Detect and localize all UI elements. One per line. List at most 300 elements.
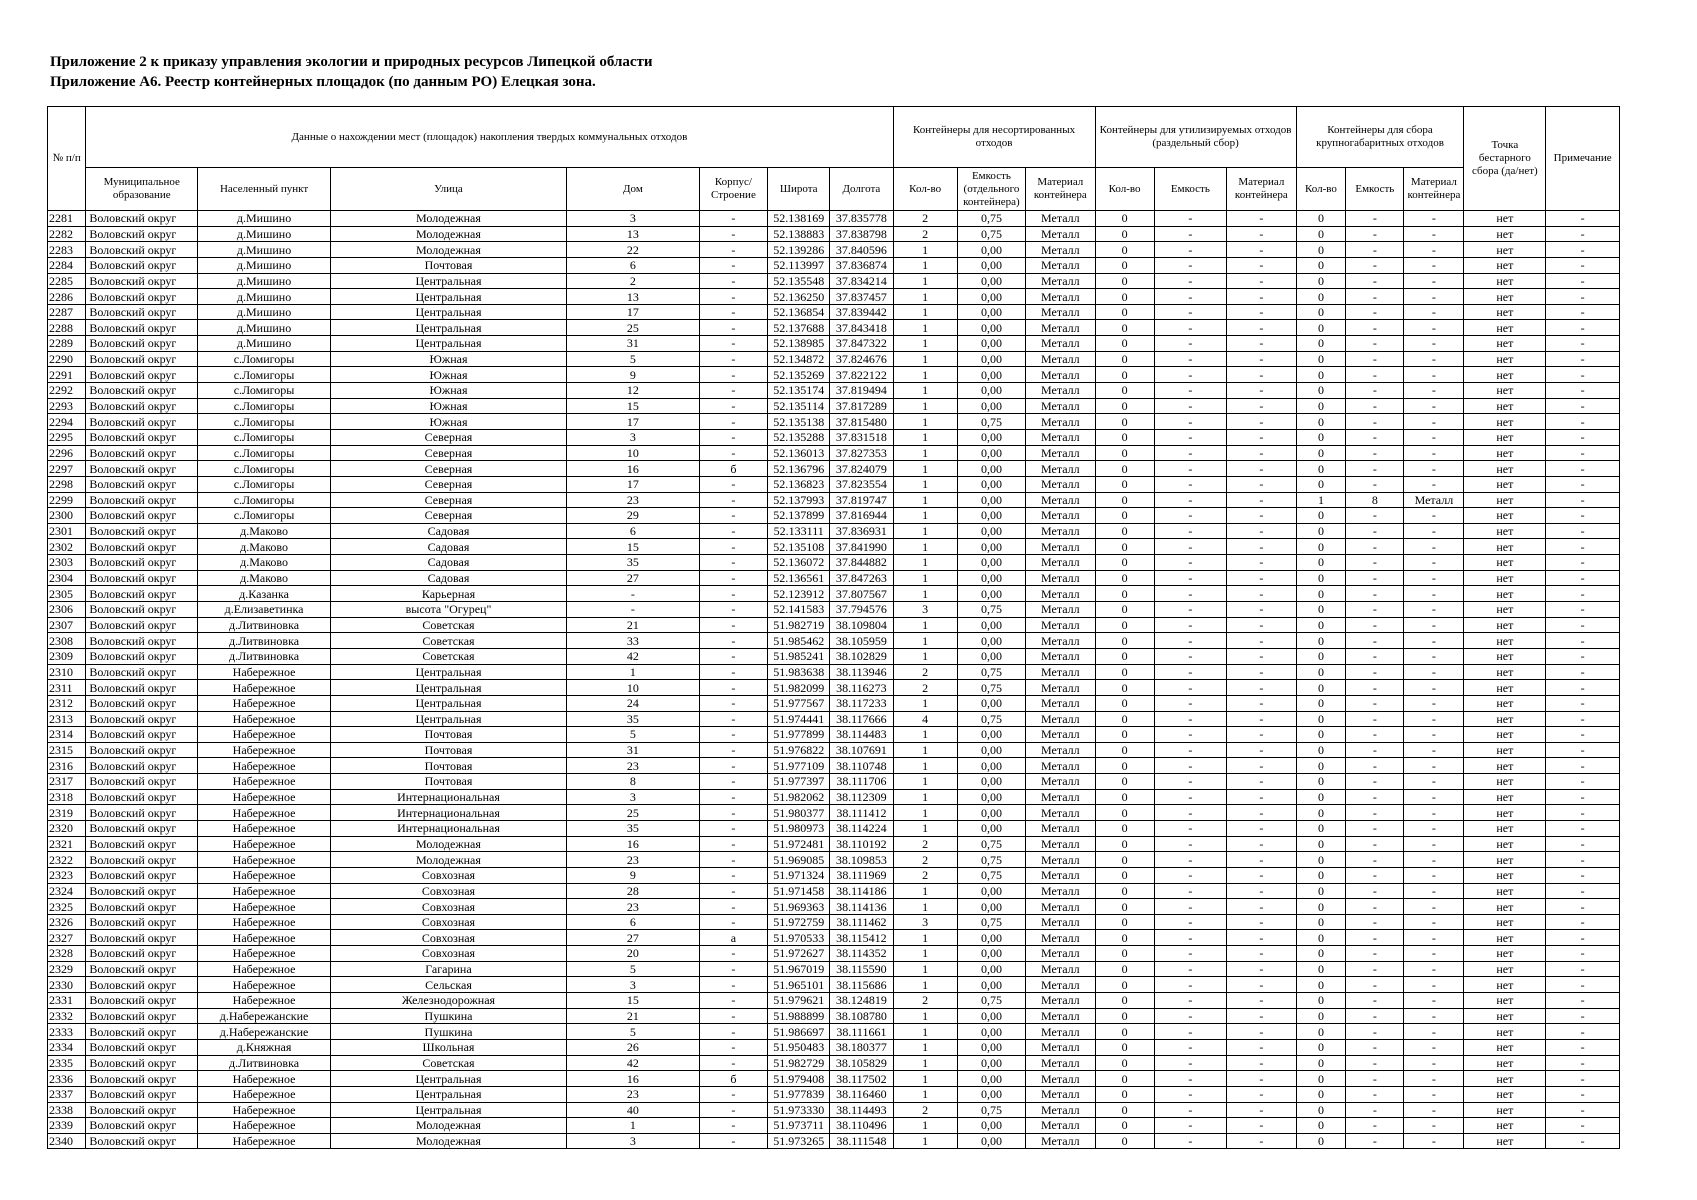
cell-num: 2338 xyxy=(48,1102,86,1118)
cell-b-material: - xyxy=(1404,539,1464,555)
cell-b-material: - xyxy=(1404,867,1464,883)
cell-r-material: - xyxy=(1227,1086,1296,1102)
cell-house: 35 xyxy=(567,820,700,836)
cell-mo: Воловский округ xyxy=(86,633,198,649)
cell-building: - xyxy=(699,742,767,758)
cell-u-count: 1 xyxy=(893,946,957,962)
cell-lon: 38.113946 xyxy=(830,664,893,680)
cell-b-count: 0 xyxy=(1296,899,1346,915)
table-row xyxy=(48,633,1620,649)
cell-lon: 37.807567 xyxy=(830,586,893,602)
cell-building: - xyxy=(699,727,767,743)
cell-u-count: 1 xyxy=(893,523,957,539)
cell-r-capacity: - xyxy=(1154,1039,1227,1055)
cell-note: - xyxy=(1546,445,1620,461)
cell-u-count: 1 xyxy=(893,383,957,399)
cell-point: нет xyxy=(1464,774,1546,790)
cell-num: 2296 xyxy=(48,445,86,461)
cell-r-material: - xyxy=(1227,461,1296,477)
cell-settlement: Набережное xyxy=(198,977,331,993)
cell-note: - xyxy=(1546,586,1620,602)
cell-building: - xyxy=(699,242,767,258)
cell-lat: 51.967019 xyxy=(768,961,830,977)
cell-b-capacity: - xyxy=(1346,820,1404,836)
cell-building: - xyxy=(699,633,767,649)
cell-lon: 38.114493 xyxy=(830,1102,893,1118)
cell-note: - xyxy=(1546,539,1620,555)
cell-settlement: д.Мишино xyxy=(198,336,331,352)
cell-num: 2326 xyxy=(48,914,86,930)
cell-u-capacity: 0,00 xyxy=(957,742,1025,758)
cell-settlement: Набережное xyxy=(198,930,331,946)
cell-settlement: Набережное xyxy=(198,789,331,805)
cell-building: - xyxy=(699,226,767,242)
cell-house: 21 xyxy=(567,1008,700,1024)
cell-house: 13 xyxy=(567,226,700,242)
cell-b-count: 0 xyxy=(1296,289,1346,305)
cell-b-capacity: - xyxy=(1346,414,1404,430)
cell-r-material: - xyxy=(1227,867,1296,883)
cell-b-count: 0 xyxy=(1296,461,1346,477)
cell-house: 31 xyxy=(567,742,700,758)
cell-num: 2325 xyxy=(48,899,86,915)
cell-r-capacity: - xyxy=(1154,742,1227,758)
cell-street: Совхозная xyxy=(330,930,566,946)
cell-num: 2332 xyxy=(48,1008,86,1024)
cell-r-material: - xyxy=(1227,774,1296,790)
cell-u-count: 1 xyxy=(893,257,957,273)
cell-b-material: - xyxy=(1404,1039,1464,1055)
cell-note: - xyxy=(1546,304,1620,320)
cell-b-count: 0 xyxy=(1296,336,1346,352)
cell-b-capacity: - xyxy=(1346,742,1404,758)
cell-u-material: Металл xyxy=(1026,586,1095,602)
cell-point: нет xyxy=(1464,789,1546,805)
cell-r-capacity: - xyxy=(1154,226,1227,242)
cell-b-count: 0 xyxy=(1296,539,1346,555)
header-settlement: Населенный пункт xyxy=(198,168,331,211)
title-line-2: Приложение А6. Реестр контейнерных площадок (по данным РО) Елецкая зона. xyxy=(50,74,596,90)
cell-street: Центральная xyxy=(330,711,566,727)
cell-u-material: Металл xyxy=(1026,304,1095,320)
cell-u-material: Металл xyxy=(1026,711,1095,727)
cell-lat: 52.136823 xyxy=(768,476,830,492)
cell-b-capacity: - xyxy=(1346,242,1404,258)
cell-lat: 51.965101 xyxy=(768,977,830,993)
cell-house: 5 xyxy=(567,961,700,977)
cell-lat: 52.135138 xyxy=(768,414,830,430)
header-lon: Долгота xyxy=(830,168,893,211)
cell-settlement: д.Маково xyxy=(198,555,331,571)
cell-r-count: 0 xyxy=(1095,820,1154,836)
cell-lon: 38.111412 xyxy=(830,805,893,821)
cell-u-capacity: 0,00 xyxy=(957,492,1025,508)
cell-mo: Воловский округ xyxy=(86,1071,198,1087)
cell-note: - xyxy=(1546,1118,1620,1134)
cell-mo: Воловский округ xyxy=(86,930,198,946)
cell-r-count: 0 xyxy=(1095,633,1154,649)
cell-b-count: 0 xyxy=(1296,883,1346,899)
cell-u-count: 2 xyxy=(893,211,957,227)
cell-u-capacity: 0,00 xyxy=(957,273,1025,289)
cell-u-count: 1 xyxy=(893,429,957,445)
cell-b-capacity: - xyxy=(1346,664,1404,680)
cell-point: нет xyxy=(1464,695,1546,711)
cell-note: - xyxy=(1546,930,1620,946)
cell-point: нет xyxy=(1464,836,1546,852)
cell-u-count: 1 xyxy=(893,633,957,649)
table-row xyxy=(48,1133,1620,1149)
table-row xyxy=(48,977,1620,993)
cell-street: Южная xyxy=(330,367,566,383)
cell-note: - xyxy=(1546,398,1620,414)
cell-r-material: - xyxy=(1227,211,1296,227)
cell-house: 21 xyxy=(567,617,700,633)
cell-note: - xyxy=(1546,820,1620,836)
cell-u-capacity: 0,00 xyxy=(957,336,1025,352)
cell-street: Северная xyxy=(330,476,566,492)
cell-b-capacity: - xyxy=(1346,883,1404,899)
table-row xyxy=(48,789,1620,805)
cell-settlement: с.Ломигоры xyxy=(198,414,331,430)
cell-r-material: - xyxy=(1227,476,1296,492)
cell-note: - xyxy=(1546,242,1620,258)
cell-r-count: 0 xyxy=(1095,383,1154,399)
cell-point: нет xyxy=(1464,476,1546,492)
cell-building: - xyxy=(699,602,767,618)
cell-r-material: - xyxy=(1227,664,1296,680)
cell-r-capacity: - xyxy=(1154,1133,1227,1149)
cell-u-count: 1 xyxy=(893,398,957,414)
cell-num: 2292 xyxy=(48,383,86,399)
cell-street: Советская xyxy=(330,617,566,633)
cell-street: Южная xyxy=(330,351,566,367)
cell-u-count: 1 xyxy=(893,1008,957,1024)
cell-b-material: - xyxy=(1404,836,1464,852)
cell-street: Центральная xyxy=(330,680,566,696)
cell-b-material: - xyxy=(1404,367,1464,383)
cell-u-material: Металл xyxy=(1026,336,1095,352)
cell-building: - xyxy=(699,476,767,492)
cell-settlement: с.Ломигоры xyxy=(198,398,331,414)
cell-b-count: 0 xyxy=(1296,633,1346,649)
cell-lon: 38.116273 xyxy=(830,680,893,696)
cell-lat: 52.136013 xyxy=(768,445,830,461)
cell-b-count: 0 xyxy=(1296,226,1346,242)
cell-u-capacity: 0,75 xyxy=(957,852,1025,868)
cell-num: 2330 xyxy=(48,977,86,993)
cell-b-capacity: - xyxy=(1346,805,1404,821)
cell-settlement: Набережное xyxy=(198,727,331,743)
cell-num: 2337 xyxy=(48,1086,86,1102)
cell-mo: Воловский округ xyxy=(86,664,198,680)
table-row xyxy=(48,1071,1620,1087)
cell-r-count: 0 xyxy=(1095,602,1154,618)
cell-mo: Воловский округ xyxy=(86,414,198,430)
cell-b-material: - xyxy=(1404,383,1464,399)
cell-point: нет xyxy=(1464,758,1546,774)
cell-r-count: 0 xyxy=(1095,398,1154,414)
cell-building: б xyxy=(699,461,767,477)
cell-house: 42 xyxy=(567,1055,700,1071)
cell-mo: Воловский округ xyxy=(86,648,198,664)
cell-building: - xyxy=(699,398,767,414)
cell-lat: 52.139286 xyxy=(768,242,830,258)
cell-lon: 38.102829 xyxy=(830,648,893,664)
cell-u-material: Металл xyxy=(1026,492,1095,508)
cell-building: - xyxy=(699,993,767,1009)
cell-street: Интернациональная xyxy=(330,805,566,821)
cell-num: 2336 xyxy=(48,1071,86,1087)
cell-building: - xyxy=(699,336,767,352)
cell-note: - xyxy=(1546,1024,1620,1040)
cell-point: нет xyxy=(1464,977,1546,993)
cell-num: 2339 xyxy=(48,1118,86,1134)
cell-b-capacity: - xyxy=(1346,1071,1404,1087)
cell-u-capacity: 0,00 xyxy=(957,1055,1025,1071)
cell-b-count: 0 xyxy=(1296,351,1346,367)
cell-r-count: 0 xyxy=(1095,711,1154,727)
cell-b-material: - xyxy=(1404,351,1464,367)
cell-lon: 37.794576 xyxy=(830,602,893,618)
cell-lat: 51.979621 xyxy=(768,993,830,1009)
cell-num: 2319 xyxy=(48,805,86,821)
table-row xyxy=(48,383,1620,399)
cell-note: - xyxy=(1546,977,1620,993)
cell-r-capacity: - xyxy=(1154,602,1227,618)
table-row xyxy=(48,914,1620,930)
cell-settlement: с.Ломигоры xyxy=(198,429,331,445)
cell-u-capacity: 0,00 xyxy=(957,351,1025,367)
cell-house: 13 xyxy=(567,289,700,305)
cell-r-count: 0 xyxy=(1095,320,1154,336)
cell-num: 2316 xyxy=(48,758,86,774)
cell-b-material: - xyxy=(1404,570,1464,586)
cell-house: 15 xyxy=(567,993,700,1009)
cell-u-count: 4 xyxy=(893,711,957,727)
cell-lon: 37.836931 xyxy=(830,523,893,539)
cell-note: - xyxy=(1546,742,1620,758)
cell-house: 24 xyxy=(567,695,700,711)
cell-r-count: 0 xyxy=(1095,946,1154,962)
cell-street: Центральная xyxy=(330,304,566,320)
cell-num: 2315 xyxy=(48,742,86,758)
cell-r-count: 0 xyxy=(1095,774,1154,790)
cell-settlement: Набережное xyxy=(198,883,331,899)
cell-u-capacity: 0,75 xyxy=(957,711,1025,727)
cell-r-count: 0 xyxy=(1095,476,1154,492)
cell-u-material: Металл xyxy=(1026,633,1095,649)
cell-note: - xyxy=(1546,211,1620,227)
cell-street: Почтовая xyxy=(330,774,566,790)
cell-point: нет xyxy=(1464,398,1546,414)
cell-r-material: - xyxy=(1227,680,1296,696)
cell-r-count: 0 xyxy=(1095,914,1154,930)
cell-settlement: Набережное xyxy=(198,914,331,930)
cell-point: нет xyxy=(1464,1118,1546,1134)
cell-mo: Воловский округ xyxy=(86,257,198,273)
cell-house: 1 xyxy=(567,1118,700,1134)
cell-lon: 37.816944 xyxy=(830,508,893,524)
cell-lat: 51.977839 xyxy=(768,1086,830,1102)
cell-num: 2299 xyxy=(48,492,86,508)
cell-street: Северная xyxy=(330,508,566,524)
table-row xyxy=(48,930,1620,946)
header-r-count: Кол-во xyxy=(1095,168,1154,211)
cell-lon: 37.839442 xyxy=(830,304,893,320)
cell-street: Почтовая xyxy=(330,758,566,774)
cell-b-capacity: - xyxy=(1346,1024,1404,1040)
cell-mo: Воловский округ xyxy=(86,1086,198,1102)
cell-lat: 51.973265 xyxy=(768,1133,830,1149)
cell-lat: 51.986697 xyxy=(768,1024,830,1040)
cell-mo: Воловский округ xyxy=(86,320,198,336)
cell-u-capacity: 0,75 xyxy=(957,836,1025,852)
cell-r-count: 0 xyxy=(1095,993,1154,1009)
cell-mo: Воловский округ xyxy=(86,508,198,524)
cell-r-capacity: - xyxy=(1154,398,1227,414)
cell-lat: 51.985241 xyxy=(768,648,830,664)
cell-building: - xyxy=(699,1086,767,1102)
cell-lat: 51.971458 xyxy=(768,883,830,899)
cell-mo: Воловский округ xyxy=(86,226,198,242)
cell-r-count: 0 xyxy=(1095,727,1154,743)
container-site-registry-table xyxy=(47,106,1620,1149)
cell-street: Южная xyxy=(330,398,566,414)
cell-house: 20 xyxy=(567,946,700,962)
cell-b-material: - xyxy=(1404,398,1464,414)
cell-b-material: - xyxy=(1404,680,1464,696)
cell-lon: 37.823554 xyxy=(830,476,893,492)
cell-b-count: 0 xyxy=(1296,1133,1346,1149)
cell-num: 2324 xyxy=(48,883,86,899)
cell-lon: 37.841990 xyxy=(830,539,893,555)
cell-house: 16 xyxy=(567,461,700,477)
cell-u-count: 1 xyxy=(893,555,957,571)
cell-settlement: д.Мишино xyxy=(198,273,331,289)
cell-mo: Воловский округ xyxy=(86,742,198,758)
cell-lon: 38.117666 xyxy=(830,711,893,727)
cell-r-count: 0 xyxy=(1095,1008,1154,1024)
cell-b-count: 0 xyxy=(1296,273,1346,289)
cell-settlement: Набережное xyxy=(198,805,331,821)
cell-note: - xyxy=(1546,789,1620,805)
cell-point: нет xyxy=(1464,320,1546,336)
cell-r-material: - xyxy=(1227,648,1296,664)
cell-r-capacity: - xyxy=(1154,1055,1227,1071)
cell-building: - xyxy=(699,320,767,336)
cell-u-count: 1 xyxy=(893,1133,957,1149)
cell-u-count: 2 xyxy=(893,993,957,1009)
cell-lat: 52.135548 xyxy=(768,273,830,289)
cell-building: - xyxy=(699,211,767,227)
cell-house: 25 xyxy=(567,320,700,336)
cell-u-material: Металл xyxy=(1026,367,1095,383)
cell-b-capacity: - xyxy=(1346,461,1404,477)
cell-b-material: - xyxy=(1404,1118,1464,1134)
cell-lat: 51.979408 xyxy=(768,1071,830,1087)
cell-mo: Воловский округ xyxy=(86,1008,198,1024)
cell-r-count: 0 xyxy=(1095,1133,1154,1149)
cell-street: Совхозная xyxy=(330,946,566,962)
cell-b-capacity: - xyxy=(1346,476,1404,492)
cell-lon: 38.115686 xyxy=(830,977,893,993)
cell-u-material: Металл xyxy=(1026,1102,1095,1118)
cell-lat: 52.136796 xyxy=(768,461,830,477)
cell-b-count: 0 xyxy=(1296,570,1346,586)
cell-u-material: Металл xyxy=(1026,820,1095,836)
cell-mo: Воловский округ xyxy=(86,805,198,821)
cell-b-capacity: - xyxy=(1346,398,1404,414)
cell-u-material: Металл xyxy=(1026,899,1095,915)
cell-note: - xyxy=(1546,320,1620,336)
cell-b-material: - xyxy=(1404,930,1464,946)
table-row xyxy=(48,1102,1620,1118)
cell-house: 33 xyxy=(567,633,700,649)
cell-point: нет xyxy=(1464,367,1546,383)
cell-u-count: 1 xyxy=(893,289,957,305)
cell-mo: Воловский округ xyxy=(86,586,198,602)
cell-b-material: - xyxy=(1404,1133,1464,1149)
cell-house: 23 xyxy=(567,852,700,868)
cell-u-material: Металл xyxy=(1026,1008,1095,1024)
cell-lat: 51.982729 xyxy=(768,1055,830,1071)
cell-street: Южная xyxy=(330,383,566,399)
cell-building: - xyxy=(699,774,767,790)
table-row xyxy=(48,539,1620,555)
cell-r-material: - xyxy=(1227,883,1296,899)
document-titles xyxy=(50,52,653,92)
table-row xyxy=(48,476,1620,492)
table-row xyxy=(48,586,1620,602)
cell-u-capacity: 0,00 xyxy=(957,398,1025,414)
cell-r-capacity: - xyxy=(1154,836,1227,852)
cell-settlement: д.Литвиновка xyxy=(198,648,331,664)
table-row xyxy=(48,680,1620,696)
cell-lon: 37.837457 xyxy=(830,289,893,305)
header-u-capacity: Емкость (отдельного контейнера) xyxy=(957,168,1025,211)
cell-u-material: Металл xyxy=(1026,383,1095,399)
cell-note: - xyxy=(1546,617,1620,633)
table-body xyxy=(48,211,1620,1149)
cell-r-capacity: - xyxy=(1154,508,1227,524)
cell-u-capacity: 0,75 xyxy=(957,226,1025,242)
cell-house: 2 xyxy=(567,273,700,289)
cell-street: Центральная xyxy=(330,1071,566,1087)
cell-u-capacity: 0,00 xyxy=(957,727,1025,743)
cell-lat: 51.971324 xyxy=(768,867,830,883)
cell-u-capacity: 0,00 xyxy=(957,961,1025,977)
cell-lat: 51.977567 xyxy=(768,695,830,711)
cell-lat: 52.113997 xyxy=(768,257,830,273)
cell-b-count: 0 xyxy=(1296,398,1346,414)
cell-building: - xyxy=(699,1055,767,1071)
cell-building: - xyxy=(699,758,767,774)
cell-u-material: Металл xyxy=(1026,664,1095,680)
cell-lon: 38.109804 xyxy=(830,617,893,633)
cell-u-count: 2 xyxy=(893,226,957,242)
cell-b-capacity: - xyxy=(1346,852,1404,868)
cell-r-count: 0 xyxy=(1095,211,1154,227)
cell-point: нет xyxy=(1464,414,1546,430)
cell-u-count: 1 xyxy=(893,586,957,602)
cell-note: - xyxy=(1546,429,1620,445)
cell-settlement: д.Маково xyxy=(198,539,331,555)
cell-house: 6 xyxy=(567,914,700,930)
table-row xyxy=(48,273,1620,289)
cell-building: б xyxy=(699,1071,767,1087)
cell-u-capacity: 0,00 xyxy=(957,445,1025,461)
